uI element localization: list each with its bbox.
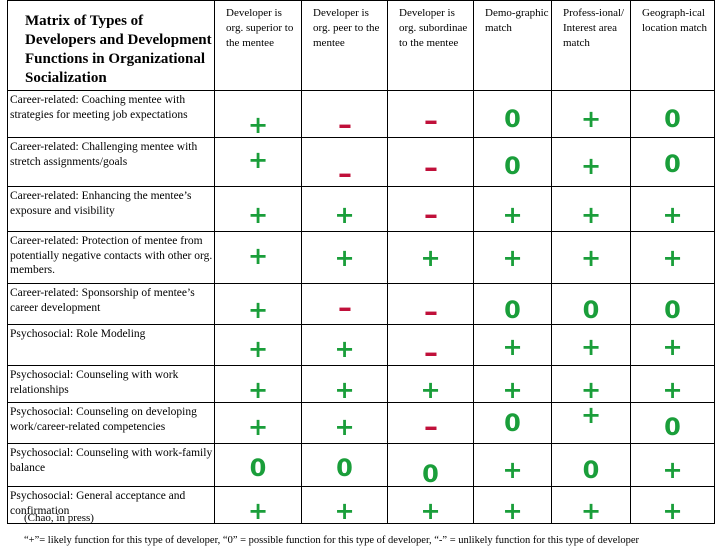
rating-cell: [631, 284, 715, 325]
rating-cell: [552, 444, 631, 487]
rating-cell: [552, 403, 631, 444]
rating-symbol: +: [580, 152, 602, 180]
rating-symbol: 0: [664, 150, 681, 178]
column-header-professional: Profess-ional/ Interest area match: [552, 1, 631, 91]
rating-symbol: +: [580, 105, 602, 133]
rating-symbol: +: [662, 497, 683, 524]
rating-cell: [552, 138, 631, 187]
matrix-row: [8, 187, 715, 232]
rating-cell: [215, 187, 302, 232]
row-label: Career-related: Protection of mentee from potentially negative contacts with other org. members.: [8, 232, 215, 284]
rating-cell: [474, 487, 552, 524]
rating-symbol: +: [334, 413, 355, 441]
rating-symbol: +: [662, 376, 683, 403]
rating-symbol: +: [580, 376, 602, 403]
matrix-row: [8, 232, 715, 284]
rating-cell: [302, 187, 388, 232]
rating-symbol: +: [580, 201, 602, 229]
rating-cell: [215, 487, 302, 524]
column-header-peer: Developer is org. peer to the mentee: [302, 1, 388, 91]
rating-symbol: +: [662, 456, 683, 484]
rating-symbol: +: [502, 201, 523, 229]
matrix-row: [8, 487, 715, 524]
rating-cell: [388, 187, 474, 232]
rating-cell: [631, 444, 715, 487]
row-label: Career-related: Coaching mentee with strategies for meeting job expectations: [8, 91, 215, 138]
rating-cell: [474, 138, 552, 187]
rating-cell: [552, 487, 631, 524]
matrix-row: [8, 444, 715, 487]
row-label: Psychosocial: General acceptance and confirmation: [8, 487, 215, 524]
rating-cell: [388, 138, 474, 187]
rating-cell: [302, 91, 388, 138]
column-header-subordinate: Developer is org. subordinae to the mentee: [388, 1, 474, 91]
rating-symbol: +: [334, 376, 355, 403]
rating-symbol: 0: [504, 152, 521, 180]
rating-symbol: +: [247, 146, 269, 174]
column-header-superior: Developer is org. superior to the mentee: [215, 1, 302, 91]
row-label: Psychosocial: Counseling with work relationships: [8, 366, 215, 403]
rating-cell: [552, 325, 631, 366]
rating-cell: [388, 91, 474, 138]
rating-cell: [388, 284, 474, 325]
rating-cell: [631, 366, 715, 403]
rating-symbol: -: [337, 294, 352, 322]
rating-cell: [474, 187, 552, 232]
row-label: Career-related: Enhancing the mentee’s exposure and visibility: [8, 187, 215, 232]
row-label: Psychosocial: Counseling with work-family balance: [8, 444, 215, 487]
column-header-demographic: Demo-graphic match: [474, 1, 552, 91]
matrix-row: [8, 325, 715, 366]
matrix-row: [8, 138, 715, 187]
matrix-title: Matrix of Types of Developers and Development Functions in Organizational Socialization: [8, 1, 215, 91]
rating-symbol: +: [334, 244, 355, 272]
rating-cell: [474, 366, 552, 403]
rating-cell: [552, 366, 631, 403]
rating-cell: [302, 444, 388, 487]
rating-symbol: +: [662, 333, 683, 361]
rating-symbol: +: [247, 296, 269, 324]
rating-symbol: -: [423, 413, 438, 441]
rating-cell: [631, 232, 715, 284]
column-header-geographical: Geograph-ical location match: [631, 1, 715, 91]
rating-cell: [474, 325, 552, 366]
developer-function-matrix: [7, 0, 715, 524]
rating-cell: [631, 91, 715, 138]
rating-symbol: +: [580, 244, 602, 272]
row-label: Career-related: Challenging mentee with stretch assignments/goals: [8, 138, 215, 187]
rating-symbol: -: [423, 154, 438, 182]
rating-cell: [631, 403, 715, 444]
rating-cell: [631, 487, 715, 524]
rating-cell: [215, 366, 302, 403]
header-row: [8, 1, 715, 91]
rating-cell: [215, 284, 302, 325]
rating-symbol: 0: [582, 296, 600, 324]
row-label: Psychosocial: Counseling on developing work/career-related competencies: [8, 403, 215, 444]
rating-symbol: 0: [664, 296, 681, 324]
rating-symbol: +: [247, 242, 269, 270]
row-label: Psychosocial: Role Modeling: [8, 325, 215, 366]
rating-symbol: +: [580, 333, 602, 361]
rating-symbol: +: [662, 244, 683, 272]
rating-cell: [474, 284, 552, 325]
rating-symbol: +: [334, 497, 355, 524]
rating-cell: [215, 403, 302, 444]
rating-cell: [474, 444, 552, 487]
rating-cell: [302, 403, 388, 444]
rating-cell: [388, 325, 474, 366]
rating-cell: [474, 91, 552, 138]
rating-symbol: -: [423, 298, 438, 325]
rating-symbol: 0: [422, 460, 439, 487]
rating-symbol: -: [423, 107, 438, 135]
rating-symbol: +: [334, 335, 355, 363]
rating-cell: [388, 403, 474, 444]
rating-cell: [388, 366, 474, 403]
rating-symbol: +: [420, 376, 441, 403]
rating-symbol: +: [247, 201, 269, 229]
rating-symbol: +: [420, 244, 441, 272]
rating-cell: [552, 91, 631, 138]
rating-cell: [388, 444, 474, 487]
rating-symbol: +: [580, 497, 602, 524]
rating-cell: [631, 325, 715, 366]
rating-symbol: 0: [664, 105, 681, 133]
rating-symbol: +: [247, 376, 269, 403]
rating-symbol: +: [247, 111, 269, 138]
rating-symbol: +: [502, 497, 523, 524]
rating-cell: [302, 366, 388, 403]
rating-symbol: -: [423, 201, 438, 229]
rating-symbol: +: [580, 402, 602, 429]
rating-cell: [388, 487, 474, 524]
rating-cell: [302, 487, 388, 524]
rating-symbol: +: [502, 376, 523, 403]
rating-symbol: +: [502, 333, 523, 361]
rating-cell: [388, 232, 474, 284]
rating-symbol: +: [502, 244, 523, 272]
rating-cell: [215, 325, 302, 366]
rating-cell: [302, 325, 388, 366]
rating-cell: [552, 187, 631, 232]
rating-cell: [302, 284, 388, 325]
rating-symbol: 0: [504, 409, 521, 437]
rating-cell: [474, 232, 552, 284]
rating-symbol: 0: [249, 454, 267, 482]
rating-cell: [552, 232, 631, 284]
rating-cell: [215, 91, 302, 138]
source-citation: (Chao, in press): [24, 512, 94, 524]
rating-symbol: 0: [504, 105, 521, 133]
rating-symbol: 0: [664, 413, 681, 441]
matrix-row: [8, 403, 715, 444]
rating-cell: [215, 444, 302, 487]
rating-symbol: +: [334, 201, 355, 229]
rating-symbol: -: [337, 160, 352, 187]
rating-cell: [215, 138, 302, 187]
rating-symbol: +: [502, 456, 523, 484]
rating-symbol: -: [337, 111, 352, 138]
rating-symbol: -: [423, 339, 438, 366]
rating-symbol: 0: [582, 456, 600, 484]
rating-symbol: 0: [504, 296, 521, 324]
rating-symbol: +: [247, 335, 269, 363]
matrix-row: [8, 284, 715, 325]
row-label: Career-related: Sponsorship of mentee’s career development: [8, 284, 215, 325]
matrix-row: [8, 91, 715, 138]
matrix-row: [8, 366, 715, 403]
rating-cell: [474, 403, 552, 444]
rating-cell: [302, 232, 388, 284]
rating-symbol: 0: [336, 454, 353, 482]
legend-note: “+”= likely function for this type of developer, “0” = possible function for this type of developer, “-” = unlikely function for this type of developer: [24, 535, 640, 546]
rating-symbol: +: [662, 201, 683, 229]
rating-symbol: +: [420, 497, 441, 524]
rating-symbol: +: [247, 413, 269, 441]
rating-cell: [631, 138, 715, 187]
rating-cell: [302, 138, 388, 187]
rating-cell: [631, 187, 715, 232]
rating-cell: [215, 232, 302, 284]
rating-cell: [552, 284, 631, 325]
rating-symbol: +: [247, 497, 269, 524]
